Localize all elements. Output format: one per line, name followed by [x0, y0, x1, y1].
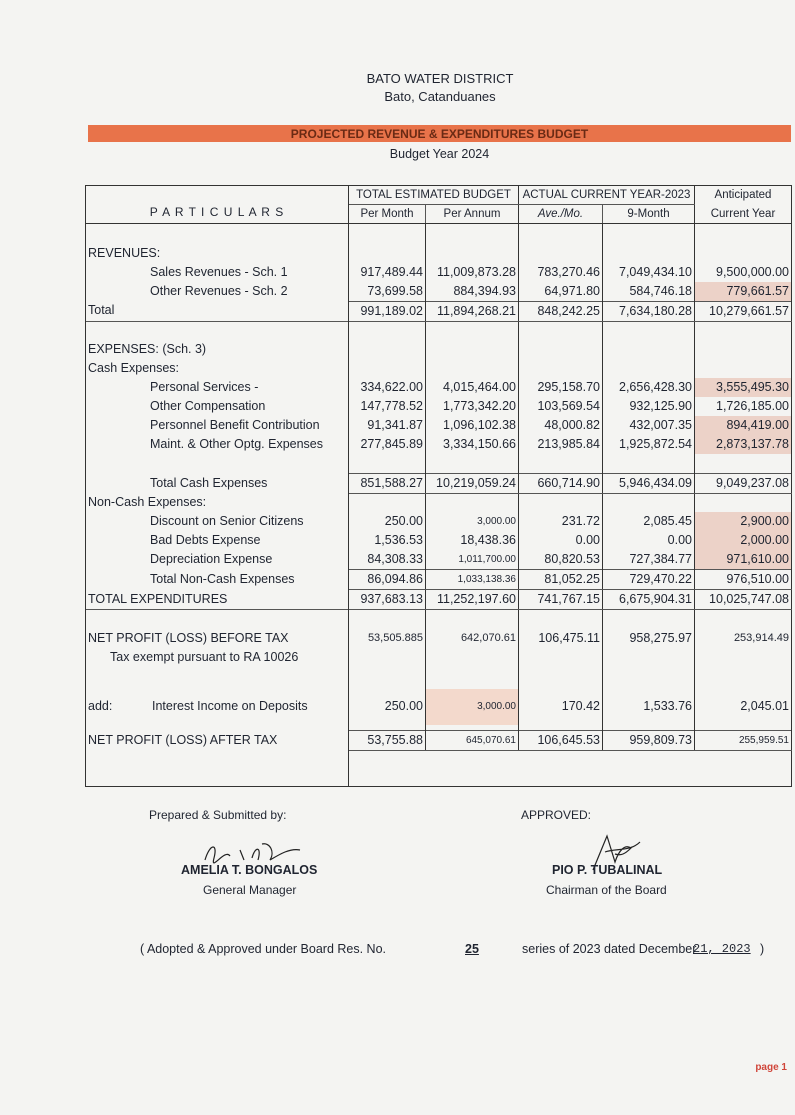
- cell: 1,536.53: [349, 531, 426, 550]
- row-label: Total Non-Cash Expenses: [86, 570, 349, 590]
- ave-mo-header: Ave./Mo.: [519, 205, 603, 224]
- cell: 1,773,342.20: [426, 397, 519, 416]
- org-name: BATO WATER DISTRICT: [366, 71, 514, 86]
- tax-exempt-note: Tax exempt pursuant to RA 10026: [86, 648, 349, 667]
- cell: 917,489.44: [349, 263, 426, 282]
- cell: 1,533.76: [603, 689, 695, 725]
- cell: 645,070.61: [426, 731, 519, 751]
- cell: 11,894,268.21: [426, 301, 519, 321]
- noncash-expenses-label: Non-Cash Expenses:: [86, 493, 349, 512]
- table-row: [86, 570, 792, 590]
- prepared-name: AMELIA T. BONGALOS: [181, 863, 318, 877]
- cell: 250.00: [349, 512, 426, 531]
- cell: 848,242.25: [519, 301, 603, 321]
- cell: 660,714.90: [519, 473, 603, 493]
- cell: 2,873,137.78: [695, 435, 792, 454]
- interest-label: Interest Income on Deposits: [152, 699, 308, 713]
- cell: 334,622.00: [349, 378, 426, 397]
- anticipated-header-1: Anticipated: [695, 186, 792, 205]
- org-location: Bato, Catanduanes: [384, 89, 496, 104]
- cell: 7,049,434.10: [603, 263, 695, 282]
- cell: 231.72: [519, 512, 603, 531]
- cell: 147,778.52: [349, 397, 426, 416]
- cell: 3,000.00: [426, 512, 519, 531]
- cash-expenses-label: Cash Expenses:: [86, 359, 349, 378]
- cell: 1,096,102.38: [426, 416, 519, 435]
- document-title: PROJECTED REVENUE & EXPENDITURES BUDGET: [290, 127, 589, 141]
- cell: 1,925,872.54: [603, 435, 695, 454]
- cell: 9,049,237.08: [695, 473, 792, 493]
- cell: 103,569.54: [519, 397, 603, 416]
- cell: 851,588.27: [349, 473, 426, 493]
- cell: 894,419.00: [695, 416, 792, 435]
- cell: 884,394.93: [426, 282, 519, 302]
- cell: 213,985.84: [519, 435, 603, 454]
- cell: 5,946,434.09: [603, 473, 695, 493]
- table-row: [86, 531, 792, 550]
- cell: 3,000.00: [426, 689, 519, 725]
- table-row: [86, 416, 792, 435]
- approved-name: PIO P. TUBALINAL: [552, 863, 663, 877]
- table-row: [86, 629, 792, 648]
- cell: 18,438.36: [426, 531, 519, 550]
- anticipated-header-2: Current Year: [695, 205, 792, 224]
- cell: 255,959.51: [695, 731, 792, 751]
- cell: 3,555,495.30: [695, 378, 792, 397]
- cell: 106,645.53: [519, 731, 603, 751]
- cell: 295,158.70: [519, 378, 603, 397]
- cell: 53,755.88: [349, 731, 426, 751]
- cell: 976,510.00: [695, 570, 792, 590]
- cell: 1,726,185.00: [695, 397, 792, 416]
- header-block: [0, 70, 795, 106]
- cell: 959,809.73: [603, 731, 695, 751]
- approved-title: Chairman of the Board: [546, 883, 667, 897]
- series-text: series of 2023 dated December: [522, 942, 697, 956]
- row-label: Sales Revenues - Sch. 1: [86, 263, 349, 282]
- approved-label: APPROVED:: [521, 808, 592, 822]
- cell: 783,270.46: [519, 263, 603, 282]
- table-row: [86, 689, 792, 725]
- table-row: [86, 378, 792, 397]
- row-label: Bad Debts Expense: [86, 531, 349, 550]
- page-number: page 1: [755, 1062, 787, 1073]
- cell: 3,334,150.66: [426, 435, 519, 454]
- cell: 73,699.58: [349, 282, 426, 302]
- cell: 11,009,873.28: [426, 263, 519, 282]
- cell: 170.42: [519, 689, 603, 725]
- cell: 729,470.22: [603, 570, 695, 590]
- cell: 11,252,197.60: [426, 590, 519, 610]
- row-label: Other Compensation: [86, 397, 349, 416]
- estimated-budget-header: TOTAL ESTIMATED BUDGET: [349, 186, 519, 205]
- cell: 9,500,000.00: [695, 263, 792, 282]
- row-label: Total Cash Expenses: [86, 473, 349, 493]
- cell: 7,634,180.28: [603, 301, 695, 321]
- table-row: [86, 282, 792, 302]
- cell: 958,275.97: [603, 629, 695, 648]
- cell: 741,767.15: [519, 590, 603, 610]
- row-label: Depreciation Expense: [86, 550, 349, 570]
- row-label: Discount on Senior Citizens: [86, 512, 349, 531]
- row-label: [86, 689, 349, 725]
- cell: 1,011,700.00: [426, 550, 519, 570]
- cell: 64,971.80: [519, 282, 603, 302]
- cell: 10,279,661.57: [695, 301, 792, 321]
- budget-year: Budget Year 2024: [389, 147, 490, 161]
- resolution-date: 21, 2023: [693, 942, 751, 956]
- table-row: [86, 550, 792, 570]
- cell: 81,052.25: [519, 570, 603, 590]
- cell: 4,015,464.00: [426, 378, 519, 397]
- row-label: NET PROFIT (LOSS) AFTER TAX: [86, 731, 349, 751]
- cell: 727,384.77: [603, 550, 695, 570]
- revenues-label: REVENUES:: [86, 244, 349, 263]
- cell: 2,045.01: [695, 689, 792, 725]
- per-annum-header: Per Annum: [426, 205, 519, 224]
- row-label: NET PROFIT (LOSS) BEFORE TAX: [86, 629, 349, 648]
- adopted-text: ( Adopted & Approved under Board Res. No.: [140, 942, 386, 956]
- cell: 253,914.49: [695, 629, 792, 648]
- table-row: [86, 590, 792, 610]
- cell: 2,900.00: [695, 512, 792, 531]
- row-label: Maint. & Other Optg. Expenses: [86, 435, 349, 454]
- table-row: [86, 512, 792, 531]
- cell: 1,033,138.36: [426, 570, 519, 590]
- cell: 53,505.885: [349, 629, 426, 648]
- cell: 86,094.86: [349, 570, 426, 590]
- cell: 642,070.61: [426, 629, 519, 648]
- table-row: [86, 473, 792, 493]
- row-label: Other Revenues - Sch. 2: [86, 282, 349, 302]
- row-label: Personnel Benefit Contribution: [86, 416, 349, 435]
- cell: 277,845.89: [349, 435, 426, 454]
- table-row: [86, 731, 792, 751]
- particulars-header: P A R T I C U L A R S: [86, 186, 349, 224]
- cell: 0.00: [603, 531, 695, 550]
- cell: 84,308.33: [349, 550, 426, 570]
- cell: 91,341.87: [349, 416, 426, 435]
- per-month-header: Per Month: [349, 205, 426, 224]
- cell: 48,000.82: [519, 416, 603, 435]
- row-label: Personal Services -: [86, 378, 349, 397]
- cell: 971,610.00: [695, 550, 792, 570]
- table-row: [86, 301, 792, 321]
- cell: 10,025,747.08: [695, 590, 792, 610]
- expenses-label: EXPENSES: (Sch. 3): [86, 340, 349, 359]
- add-label: add:: [88, 699, 113, 713]
- cell: 250.00: [349, 689, 426, 725]
- cell: 584,746.18: [603, 282, 695, 302]
- cell: 2,000.00: [695, 531, 792, 550]
- cell: 991,189.02: [349, 301, 426, 321]
- resolution-number: 25: [465, 942, 479, 956]
- budget-table: [85, 185, 792, 787]
- cell: 0.00: [519, 531, 603, 550]
- cell: 932,125.90: [603, 397, 695, 416]
- cell: 6,675,904.31: [603, 590, 695, 610]
- cell: 937,683.13: [349, 590, 426, 610]
- cell: 10,219,059.24: [426, 473, 519, 493]
- actual-current-header: ACTUAL CURRENT YEAR-2023: [519, 186, 695, 205]
- cell: 106,475.11: [519, 629, 603, 648]
- nine-month-header: 9-Month: [603, 205, 695, 224]
- close-paren: ): [760, 942, 765, 956]
- cell: 2,656,428.30: [603, 378, 695, 397]
- row-label: Total: [86, 301, 349, 321]
- table-row: [86, 397, 792, 416]
- cell: 80,820.53: [519, 550, 603, 570]
- table-row: [86, 263, 792, 282]
- cell: 432,007.35: [603, 416, 695, 435]
- cell: 2,085.45: [603, 512, 695, 531]
- prepared-label: Prepared & Submitted by:: [149, 808, 287, 822]
- table-row: [86, 435, 792, 454]
- row-label: TOTAL EXPENDITURES: [86, 590, 349, 610]
- prepared-title: General Manager: [203, 883, 297, 897]
- cell: 779,661.57: [695, 282, 792, 302]
